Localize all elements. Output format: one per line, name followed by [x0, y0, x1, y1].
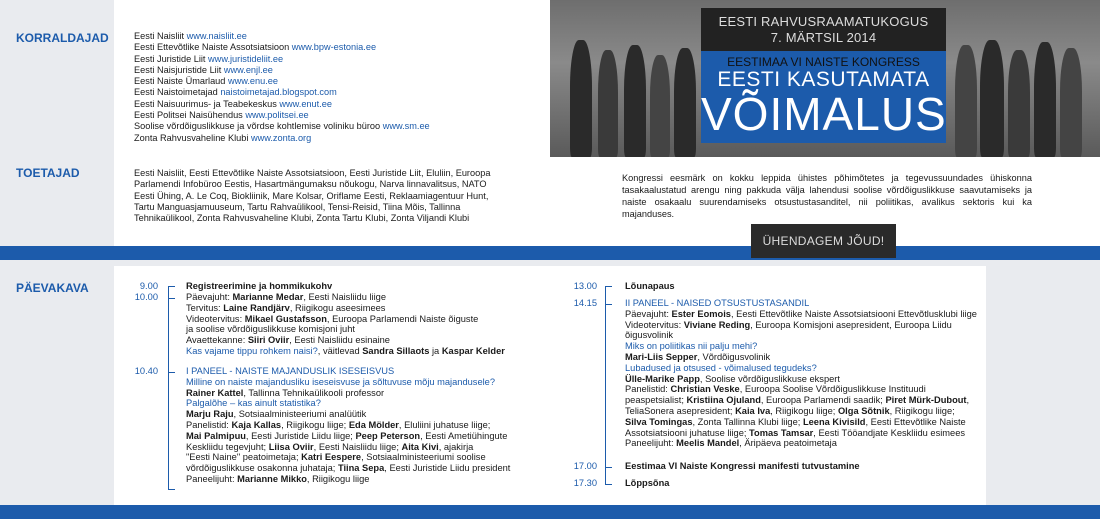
registration: Registreerimine ja hommikukohv — [186, 281, 333, 291]
time-label: 17.00 — [573, 461, 597, 471]
divider-bar — [0, 246, 1100, 260]
time-label: 14.15 — [573, 298, 597, 308]
timeline-rail — [605, 286, 606, 484]
organizer-item: Soolise võrdõiguslikkuse ja võrdse kohtlemise voliniku büroo www.sm.ee — [134, 121, 430, 132]
panel-1-title: I PANEEL - NAISTE MAJANDUSLIK ISESEISVUS — [186, 366, 395, 376]
organizer-link[interactable]: www.naisliit.ee — [186, 31, 247, 41]
panel-1: I PANEEL - NAISTE MAJANDUSLIK ISESEISVUS Milline on naiste majandusliku iseseisvuse ja sõltuvuse mõju majandusele? Rainer Kattel, Tallinna Tehnikaülikooli professor Palgalõhe – kas ainult statistika? Marju Raju, Sotsiaalministeeriumi analüütik Panelistid: Kaja Kallas, Riigikogu liige; Eda Mölder, Eluliini juhatuse liige; Mai Palmipuu, Eesti Juristide Liidu liige; Peep Peterson, Eesti Ametiühingute Keskliidu tegevjuht; Liisa Oviir, Eesti Naisliidu liige; Aita Kivi, ajakirja "Eesti Naine" peatoimetaja; Katri Eespere, Sotsiaalministeeriumi soolise võrdõiguslikkuse osakonna juhataja; Tiina Sepa, Eesti Juristide Liidu president Paneelijuht: Marianne Mikko, Riigikogu liige — [186, 366, 526, 485]
organizer-item: Eesti Naisliit www.naisliit.ee — [134, 31, 247, 41]
organizer-item: Eesti Ettevõtlike Naiste Assotsiatsioon www.bpw-estonia.ee — [134, 42, 377, 53]
manifest-presentation: Eestimaa VI Naiste Kongressi manifesti tutvustamine — [625, 461, 860, 471]
intro-text: Kongressi eesmärk on kokku leppida ühistes põhimõtetes ja tegevussuundades ühiskonna tasakaalustatud arengu ning pakkuda välja lahendusi soolise võrdõiguslikkuse saavutamiseks ja naiste osakaalu suurendamiseks otsustustasanditel, nii poliitikas, avalikus sektoris kui ka majanduses. — [622, 173, 1032, 219]
closing-words: Lõppsõna — [625, 478, 670, 488]
panel-2: II PANEEL - NAISED OTSUSTUSTASANDIL Päevajuht: Ester Eomois, Eesti Ettevõtlike Naiste Assotsiatsiooni Ettevõtlusklubi liige Videotervitus: Viviane Reding, Euroopa Komisjoni asepresident, Euroopa Liidu õigusvolinik Miks on poliitikas nii palju mehi? Mari-Liis Sepper, Võrdõigusvolinik Lubadused ja otsused - võimalused tegudeks? Ülle-Marike Papp, Soolise võrdõiguslikkuse ekspert Panelistid: Christian Veske, Euroopa Soolise Võrdõiguslikkuse Instituudi peaspetsialist; Kristiina Ojuland, Euroopa Parlamendi saadik; Piret Mürk-Dubout, TeliaSonera asepresident; Kaia Iva, Riigikogu liige; Olga Sõtnik, Riigikogu liige; Silva Tomingas, Zonta Tallinna Klubi liige; Leena Kivisild, Eesti Ettevõtlike Naiste Assotsiatsiooni juhatuse liige; Tomas Tamsar, Eesti Tööandjate Keskliidu esimees Paneelijuht: Meelis Mandel, Äripäeva peatoimetaja — [625, 298, 980, 449]
time-label: 10.40 — [134, 366, 158, 376]
organizer-link[interactable]: www.politsei.ee — [245, 110, 309, 121]
panel-2-title: II PANEEL - NAISED OTSUSTUSTASANDIL — [625, 298, 810, 308]
lunch-break: Lõunapaus — [625, 281, 675, 291]
organizer-link[interactable]: www.juristideliit.ee — [208, 53, 284, 64]
time-label: 13.00 — [573, 281, 597, 291]
footer-bar — [0, 505, 1100, 519]
supporters-label: TOETAJAD — [16, 166, 80, 180]
organizer-link[interactable]: www.enjl.ee — [223, 64, 273, 75]
venue: EESTI RAHVUSRAAMATUKOGUS — [718, 14, 929, 29]
organizer-link[interactable]: www.enu.ee — [227, 76, 279, 87]
organizer-item: Eesti Juristide Liit www.juristideliit.ee — [134, 53, 284, 64]
title-block — [701, 8, 946, 143]
organizers-list — [134, 31, 430, 144]
time-label: 9.00 — [139, 281, 158, 291]
organizer-link[interactable]: www.zonta.org — [250, 132, 312, 143]
title-line-2: VÕIMALUS — [701, 88, 947, 140]
organizer-item: Eesti Naisjuristide Liit www.enjl.ee — [134, 64, 273, 75]
organizer-link[interactable]: naistoimetajad.blogspot.com — [220, 87, 337, 98]
organizer-link[interactable]: www.enut.ee — [279, 98, 332, 109]
organizer-item: Zonta Rahvusvaheline Klubi www.zonta.org — [134, 132, 312, 143]
event-date: 7. MÄRTSIL 2014 — [770, 30, 877, 45]
timeline-rail — [168, 286, 169, 489]
organizer-link[interactable]: www.sm.ee — [382, 121, 430, 132]
time-label: 10.00 — [134, 292, 158, 302]
organizer-link[interactable]: www.bpw-estonia.ee — [291, 42, 377, 53]
organizer-item: Eesti Naistoimetajad naistoimetajad.blogspot.com — [134, 87, 337, 98]
congress-name: EESTIMAA VI NAISTE KONGRESS — [727, 55, 920, 69]
organizer-item: Eesti Naisuurimus- ja Teabekeskus www.enut.ee — [134, 98, 332, 109]
morning-session: Päevajuht: Marianne Medar, Eesti Naisliidu liige Tervitus: Laine Randjärv, Riigikogu aseesimees Videotervitus: Mikael Gustafsson, Euroopa Parlamendi Naiste õiguste ja soolise võrdõiguslikkuse komisjoni juht Avaettekanne: Siiri Oviir, Eesti Naisliidu esinaine Kas vajame tippu rohkem naisi?, väitlevad Sandra Sillaots ja Kaspar Kelder — [186, 292, 505, 356]
organizers-label: KORRALDAJAD — [16, 31, 109, 45]
agenda-label: PÄEVAKAVA — [16, 281, 89, 295]
congress-box — [701, 51, 946, 143]
organizer-item: Eesti Politsei Naisühendus www.politsei.ee — [134, 110, 309, 121]
supporters-text: Eesti Naisliit, Eesti Ettevõtlike Naiste Assotsiatsioon, Eesti Juristide Liit, Eluliin, Euroopa Parlamendi Infobüroo Eestis, Hasartmängumaksu nõukogu, Narva linnavalitsus, NATO Eesti Ühing, A. Le Coq, Biokliinik, Mare Kolsar, Oriflame Eesti, Reklaamiagentuur Hunt, Tartu Manguasjamuuseum, Tartu Rahvaülikool, Tensi-Reisid, Tiina Mõis, Tallinna Tehnikaülikool, Zonta Rahvusvaheline Klubi, Zonta Tartu Klubi, Zonta Viljandi Klubi — [134, 168, 491, 224]
organizer-item: Eesti Naiste Ümarlaud www.enu.ee — [134, 76, 279, 87]
time-label: 17.30 — [573, 478, 597, 488]
venue-box — [701, 8, 946, 51]
title-line-1: EESTI KASUTAMATA — [717, 68, 930, 91]
slogan-box: ÜHENDAGEM JÕUD! — [751, 224, 896, 258]
